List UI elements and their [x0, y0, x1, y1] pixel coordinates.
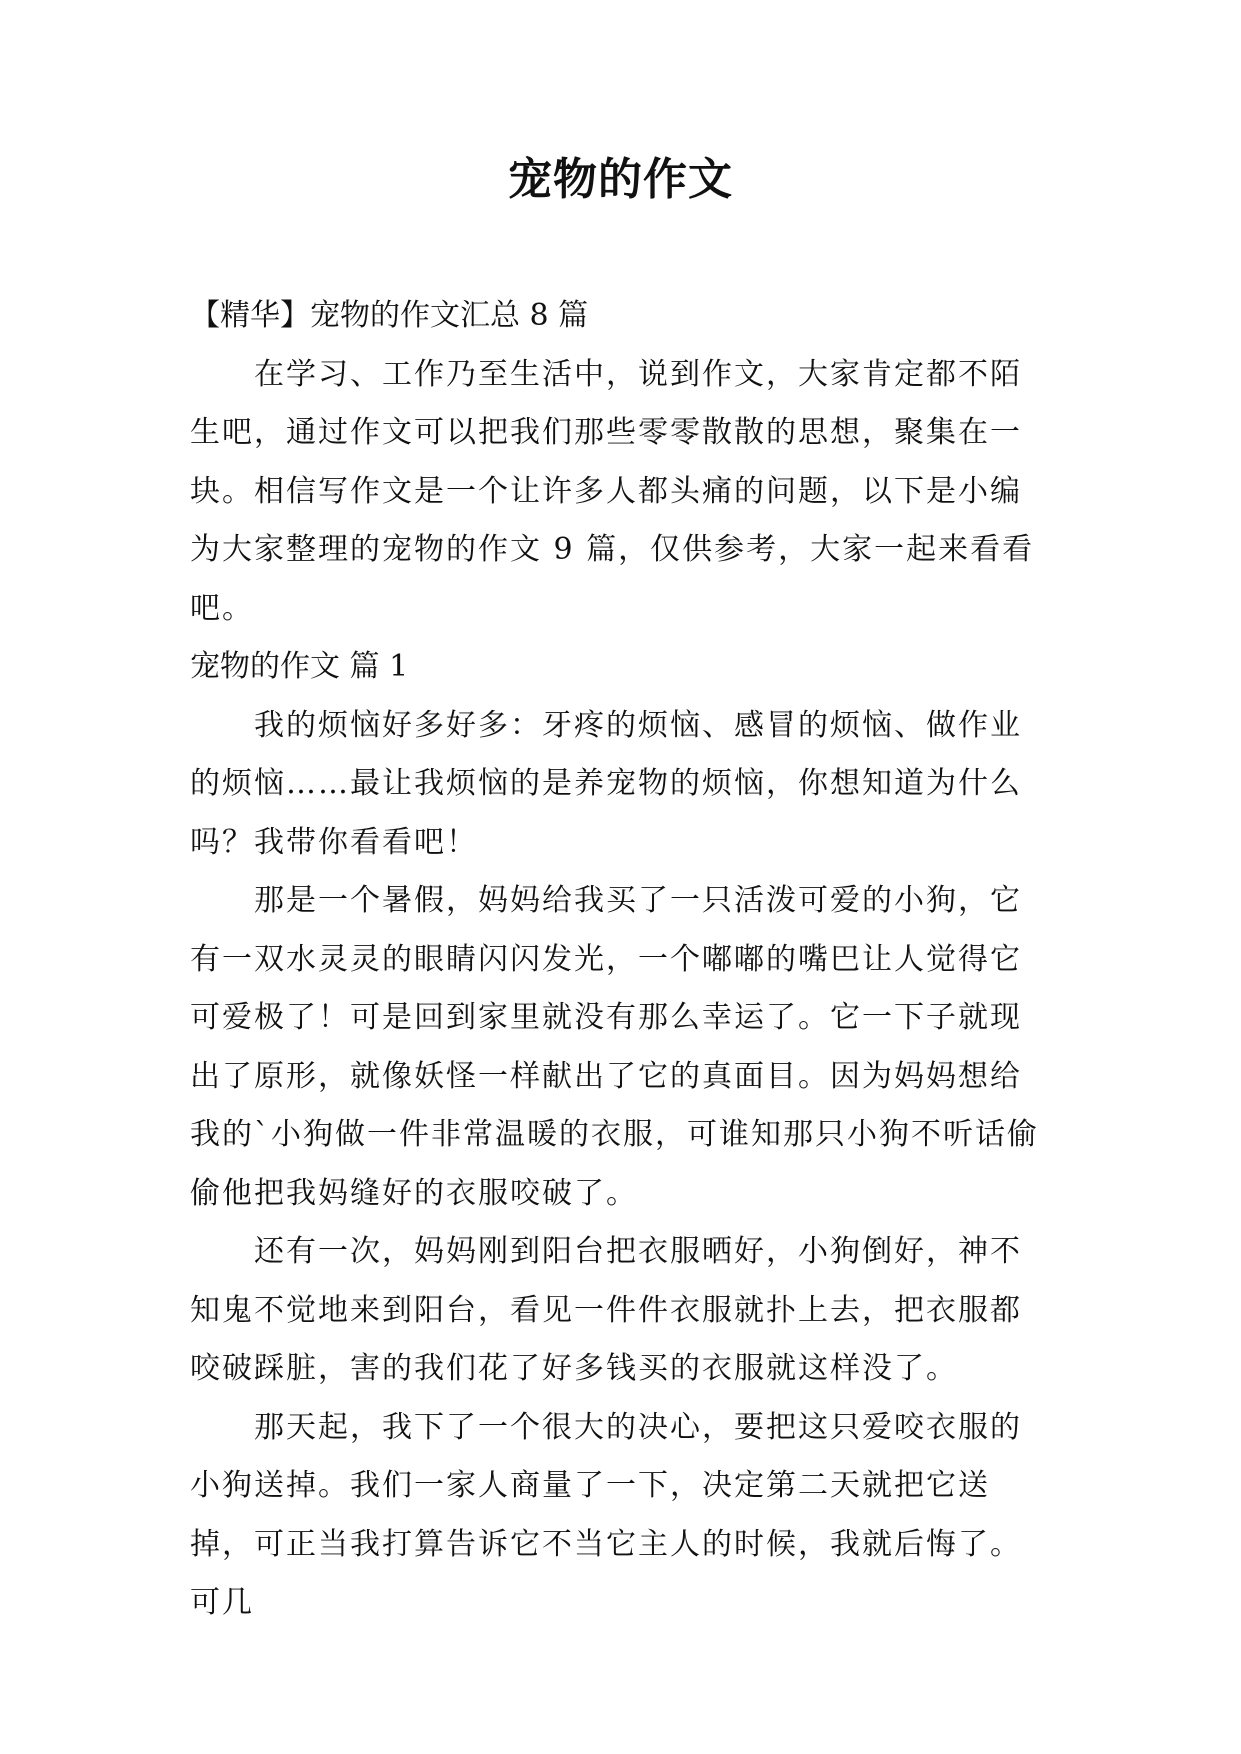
- body-paragraph: 那天起，我下了一个很大的决心，要把这只爱咬衣服的小狗送掉。我们一家人商量了一下，决定第二天就把它送掉，可正当我打算告诉它不当它主人的时候，我就后悔了。可几: [190, 1409, 1022, 1620]
- intro-paragraph: 在学习、工作乃至生活中，说到作文，大家肯定都不陌生吧，通过作文可以把我们那些零零散散的思想，聚集在一块。相信写作文是一个让许多人都头痛的问题，以下是小编为大家整理的宠物的作文 9 篇，仅供参考，大家一起来看看吧。: [190, 356, 1035, 626]
- body-paragraph: 那是一个暑假，妈妈给我买了一只活泼可爱的小狗，它有一双水灵灵的眼睛闪闪发光，一个嘟嘟的嘴巴让人觉得它可爱极了！可是回到家里就没有那么幸运了。它一下子就现出了原形，就像妖怪一样献出了它的真面目。因为妈妈想给我的`小狗做一件非常温暖的衣服，可谁知那只小狗不听话偷偷他把我妈缝好的衣服咬破了。: [190, 883, 1039, 1211]
- body-paragraph: 我的烦恼好多好多：牙疼的烦恼、感冒的烦恼、做作业的烦恼……最让我烦恼的是养宠物的烦恼，你想知道为什么吗？我带你看看吧！: [190, 707, 1022, 860]
- document-body: [190, 287, 1052, 1633]
- body-paragraph: 还有一次，妈妈刚到阳台把衣服晒好，小狗倒好，神不知鬼不觉地来到阳台，看见一件件衣服就扑上去，把衣服都咬破踩脏，害的我们花了好多钱买的衣服就这样没了。: [190, 1234, 1022, 1386]
- document-subtitle: 【精华】宠物的作文汇总 8 篇: [190, 298, 589, 333]
- section-heading: 宠物的作文 篇 1: [190, 649, 409, 684]
- document-title: 宠物的作文: [508, 154, 733, 205]
